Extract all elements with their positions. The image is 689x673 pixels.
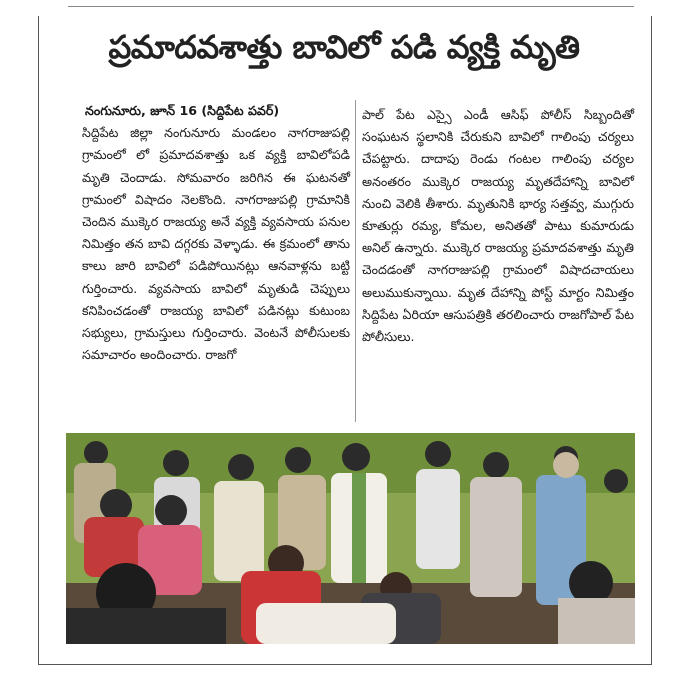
article-column-right — [362, 104, 634, 348]
column-divider — [355, 100, 356, 422]
article-headline: ప్రమాదవశాత్తు బావిలో పడి వ్యక్తి మృతి — [108, 28, 580, 66]
news-photo — [66, 433, 635, 644]
article-dateline: నంగునూరు, జూన్ 16 (సిద్దిపేట పవర్) — [85, 103, 280, 118]
crowd-at-well-photo — [66, 433, 635, 644]
top-rule — [68, 6, 634, 7]
article-body-left: సిద్దిపేట జిల్లా నంగునూరు మండలం నాగరాజుపల్లి గ్రామంలో లో ప్రమాదవశాత్తు ఒక వ్యక్తి బావిలోపడి మృతి చెందాడు. సోమవారం జరిగిన ఈ ఘటనతో గ్రామంలో విషాదం నెలకొంది. నాగరాజుపల్లి గ్రామానికి చెందిన ముక్కెర రాజయ్య అనే వ్యక్తి వ్యవసాయ పనుల నిమిత్తం తన బావి దగ్గరకు వెళ్ళాడు. ఈ క్రమంలో తాను కాలు జారి బావిలో పడిపోయినట్లు ఆనవాళ్లను బట్టి గుర్తించారు. వ్యవసాయ బావిలో మృతుడి చెప్పులు కనిపించడంతో రాజయ్య బావిలో పడినట్లు కుటుంబ సభ్యులు, గ్రామస్తులు గుర్తించారు. వెంటనే పోలీసులకు సమాచారం అందించారు. రాజగో — [82, 125, 350, 363]
article-column-left — [82, 100, 350, 366]
article-body-right: పాల్ పేట ఎస్సై ఎండీ ఆసిఫ్ పోలీస్ సిబ్బందితో సంఘటన స్థలానికి చేరుకుని బావిలో గాలింపు చర్యలు చేపట్టారు. దాదాపు రెండు గంటల గాలింపు చర్యల అనంతరం ముక్కెర రాజయ్య మృతదేహాన్ని బావిలో నుంచి వెలికి తీశారు. మృతునికి భార్య సత్తవ్వ, ముగ్గురు కూతుర్లు రమ్య, కోమల, అనితతో పాటు కుమారుడు అనిల్ ఉన్నారు. ముక్కెర రాజయ్య ప్రమాదవశాత్తు మృతి చెందడంతో నాగరాజుపల్లి గ్రామంలో విషాదచాయలు అలుముకున్నాయి. మృత దేహాన్ని పోస్ట్ మార్టం నిమిత్తం సిద్దిపేట ఏరియా ఆసుపత్రికి తరలించారు రాజగోపాల్ పేట పోలీసులు. — [362, 107, 634, 345]
